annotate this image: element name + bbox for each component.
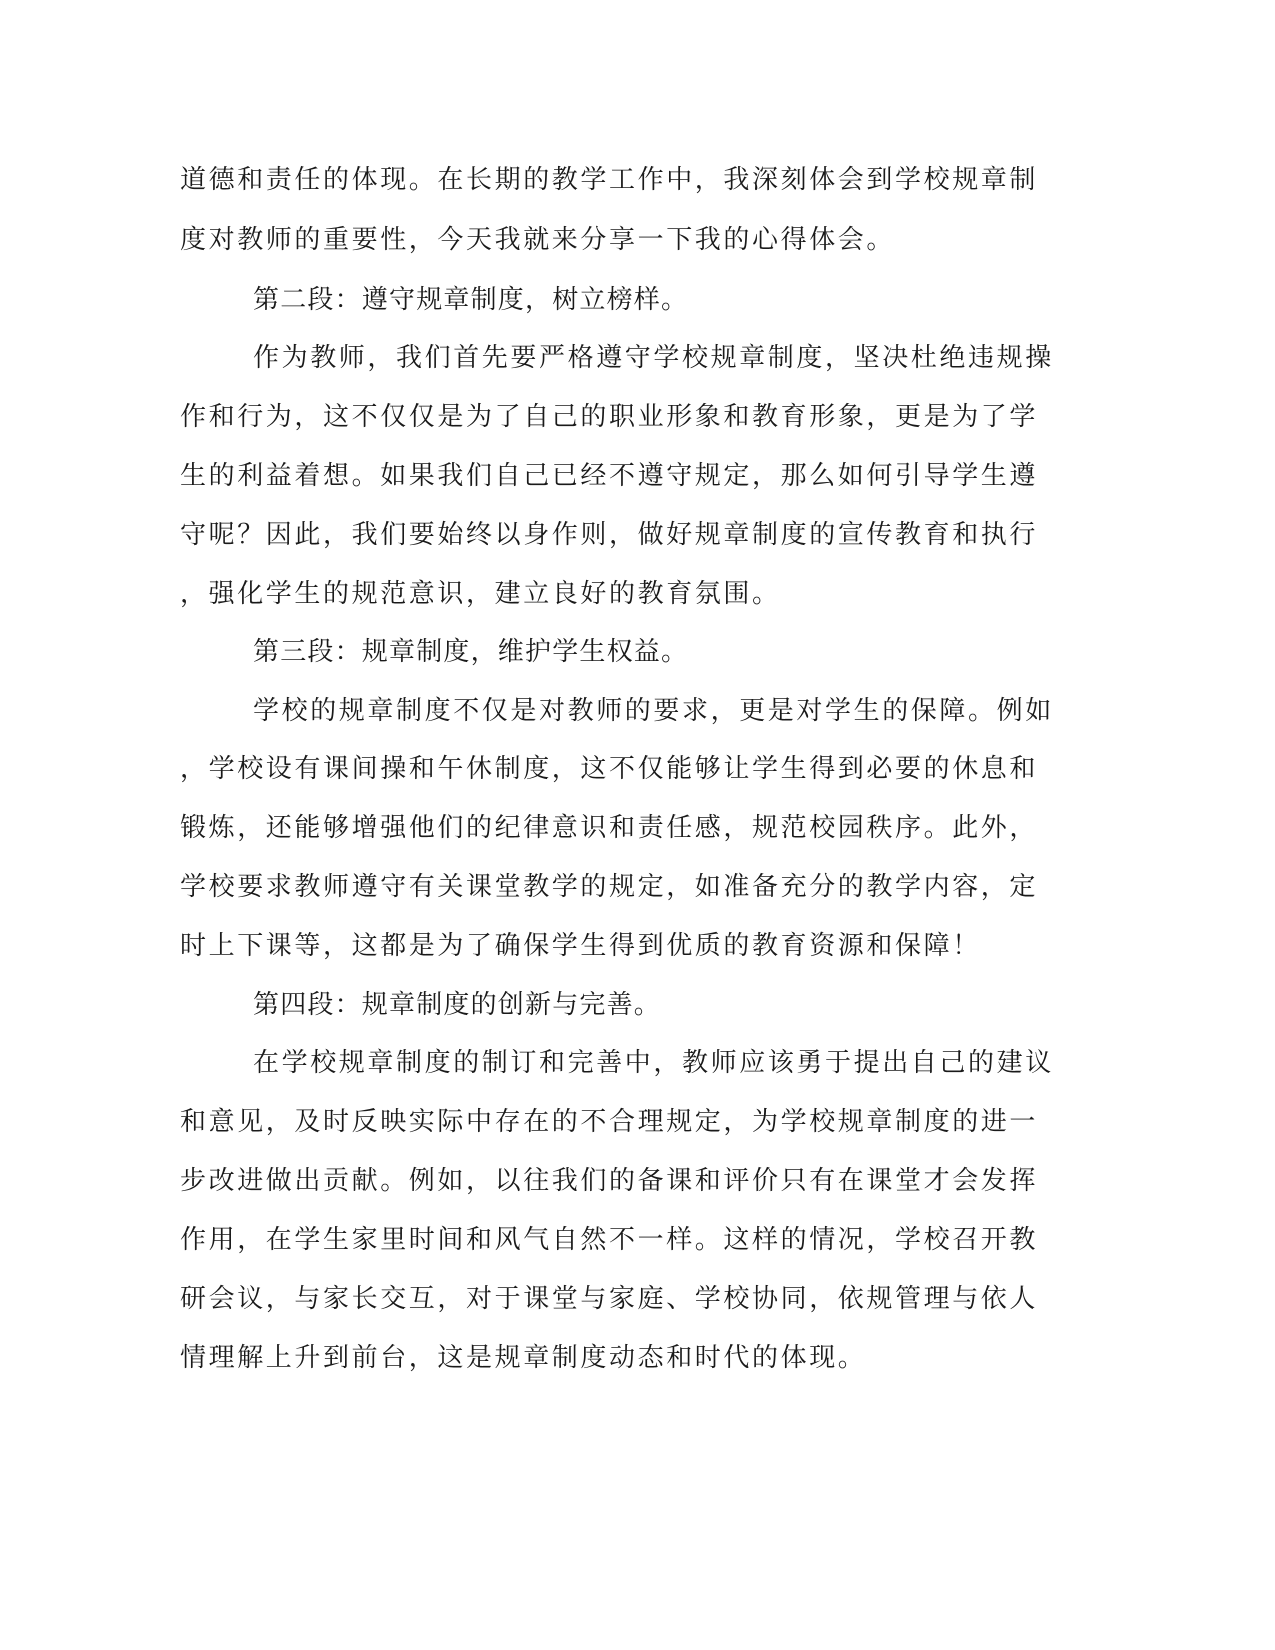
section-heading-2: 第二段：遵守规章制度，树立榜样。 — [253, 285, 689, 315]
body-line: 研会议，与家长交互，对于课堂与家庭、学校协同，依规管理与依人 — [180, 1284, 1039, 1314]
body-line: 时上下课等，这都是为了确保学生得到优质的教育资源和保障！ — [180, 931, 981, 961]
body-line: 情理解上升到前台，这是规章制度动态和时代的体现。 — [180, 1343, 867, 1373]
body-line: 作用，在学生家里时间和风气自然不一样。这样的情况，学校召开教 — [180, 1225, 1039, 1255]
body-line: 锻炼，还能够增强他们的纪律意识和责任感，规范校园秩序。此外， — [180, 813, 1039, 843]
body-line: 道德和责任的体现。在长期的教学工作中，我深刻体会到学校规章制 — [180, 165, 1039, 195]
body-line: 和意见，及时反映实际中存在的不合理规定，为学校规章制度的进一 — [180, 1107, 1039, 1137]
body-line: 作为教师，我们首先要严格遵守学校规章制度，坚决杜绝违规操 — [253, 343, 1054, 373]
section-heading-3: 第三段：规章制度，维护学生权益。 — [253, 637, 689, 667]
body-line: 在学校规章制度的制订和完善中，教师应该勇于提出自己的建议 — [253, 1048, 1054, 1078]
body-line: ，学校设有课间操和午休制度，这不仅能够让学生得到必要的休息和 — [180, 754, 1039, 784]
section-heading-4: 第四段：规章制度的创新与完善。 — [253, 990, 662, 1020]
body-line: ，强化学生的规范意识，建立良好的教育氛围。 — [180, 579, 781, 609]
body-line: 作和行为，这不仅仅是为了自己的职业形象和教育形象，更是为了学 — [180, 402, 1039, 432]
body-line: 度对教师的重要性，今天我就来分享一下我的心得体会。 — [180, 225, 896, 255]
body-line: 守呢？因此，我们要始终以身作则，做好规章制度的宣传教育和执行 — [180, 520, 1039, 550]
body-line: 学校要求教师遵守有关课堂教学的规定，如准备充分的教学内容，定 — [180, 872, 1039, 902]
body-line: 步改进做出贡献。例如，以往我们的备课和评价只有在课堂才会发挥 — [180, 1166, 1039, 1196]
body-line: 生的利益着想。如果我们自己已经不遵守规定，那么如何引导学生遵 — [180, 461, 1039, 491]
body-line: 学校的规章制度不仅是对教师的要求，更是对学生的保障。例如 — [253, 696, 1054, 726]
